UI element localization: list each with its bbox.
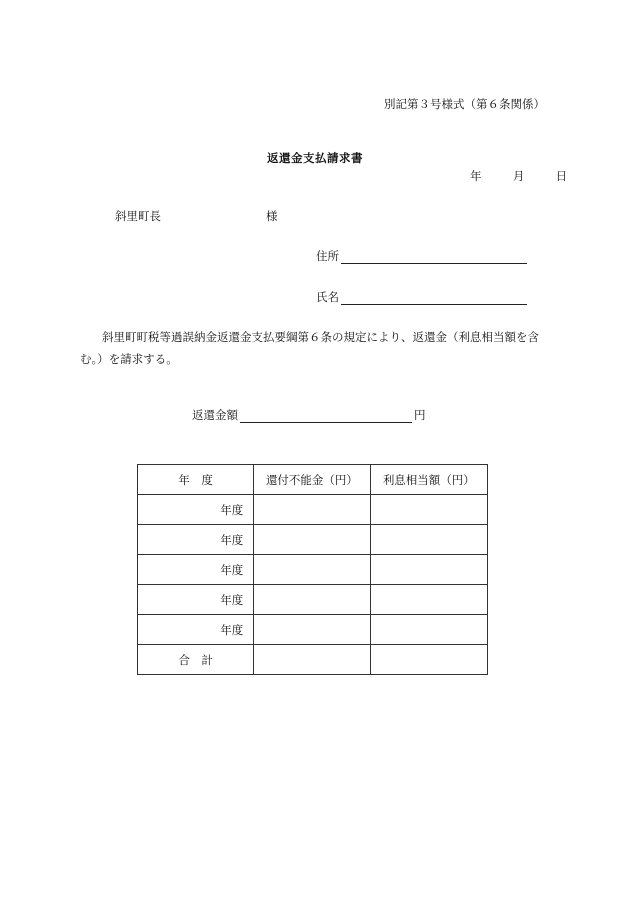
refund-cell[interactable] [254, 495, 370, 525]
interest-cell[interactable] [370, 555, 487, 585]
header-refund: 還付不能金（円） [254, 465, 370, 495]
amount-field[interactable] [240, 408, 412, 423]
refund-cell[interactable] [254, 555, 370, 585]
body-text: 斜里町町税等過誤納金返還金支払要綱第６条の規定により、返還金（利息相当額を含む。）を請求する。 [80, 330, 539, 366]
table-row [138, 555, 488, 585]
total-refund-cell[interactable] [254, 645, 370, 675]
document-title: 返還金支払請求書 [267, 151, 363, 165]
interest-cell[interactable] [370, 525, 487, 555]
year-cell: 年度 [138, 585, 254, 615]
name-row [316, 289, 527, 305]
date-day-label: 日 [555, 169, 568, 183]
table-row [138, 525, 488, 555]
name-label: 氏名 [316, 290, 339, 304]
total-label: 合 計 [138, 645, 254, 675]
honorific: 様 [266, 209, 278, 223]
table-row [138, 585, 488, 615]
date-year-label: 年 [470, 169, 482, 183]
interest-cell[interactable] [370, 615, 487, 645]
year-cell: 年度 [138, 495, 254, 525]
table-header-row [138, 465, 488, 495]
year-cell: 年度 [138, 615, 254, 645]
header-year: 年 度 [138, 465, 254, 495]
date-line [470, 168, 567, 184]
interest-cell[interactable] [370, 585, 487, 615]
address-label: 住所 [316, 249, 339, 263]
amount-label: 返還金額 [192, 408, 238, 422]
refund-cell[interactable] [254, 525, 370, 555]
table-total-row [138, 645, 488, 675]
date-month-label: 月 [512, 169, 525, 183]
refund-table [137, 464, 488, 675]
refund-cell[interactable] [254, 585, 370, 615]
address-row [316, 248, 527, 264]
year-cell: 年度 [138, 525, 254, 555]
addressee: 斜里町長 [115, 209, 161, 223]
form-reference: 別記第３号様式（第６条関係） [384, 97, 545, 111]
amount-row [192, 407, 426, 423]
table-row [138, 615, 488, 645]
total-interest-cell[interactable] [370, 645, 487, 675]
amount-unit: 円 [414, 408, 426, 422]
interest-cell[interactable] [370, 495, 487, 525]
header-interest: 利息相当額（円） [370, 465, 487, 495]
name-field[interactable] [341, 290, 527, 305]
year-cell: 年度 [138, 555, 254, 585]
address-field[interactable] [341, 249, 527, 264]
table-row [138, 495, 488, 525]
refund-cell[interactable] [254, 615, 370, 645]
